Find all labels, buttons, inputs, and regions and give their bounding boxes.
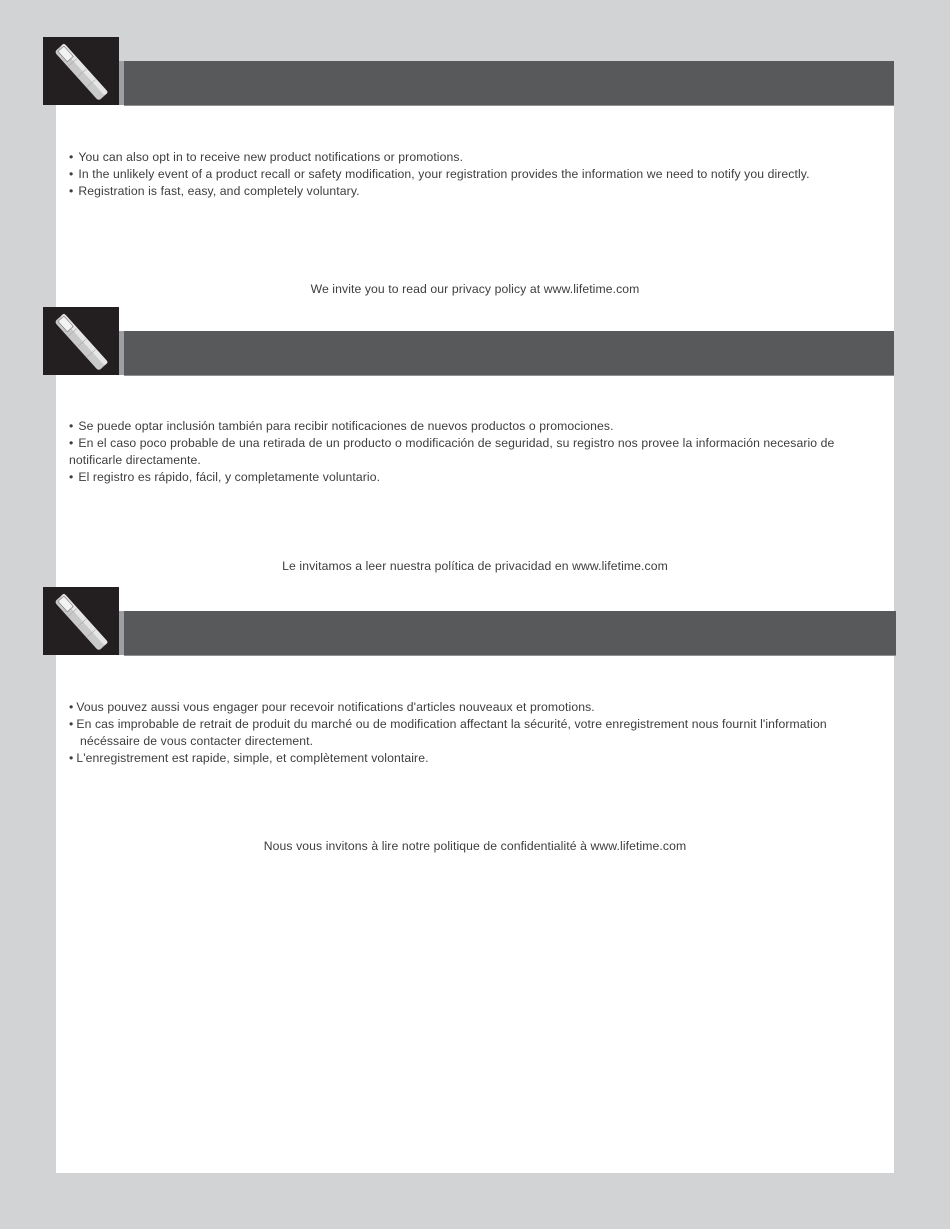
privacy-note: Le invitamos a leer nuestra política de privacidad en www.lifetime.com: [282, 559, 668, 573]
bullet-item: • In the unlikely event of a product recall or safety modification, your registration provides the information we need to notify you directly.: [69, 167, 810, 181]
bullet-item: • You can also opt in to receive new product notifications or promotions.: [69, 150, 464, 164]
section-header-bar: [124, 331, 894, 376]
pen-icon: [43, 587, 119, 655]
bullet-item: • L'enregistrement est rapide, simple, et complètement volontaire.: [69, 751, 429, 765]
bullet-list: [69, 149, 884, 200]
bullet-item: • Registration is fast, easy, and completely voluntary.: [69, 184, 360, 198]
privacy-note: Nous vous invitons à lire notre politique de confidentialité à www.lifetime.com: [263, 839, 687, 853]
bullet-item: • Vous pouvez aussi vous engager pour recevoir notifications d'articles nouveaux et promotions.: [69, 700, 595, 714]
bullet-item: • En el caso poco probable de una retirada de un producto o modificación de seguridad, su registro nos provee la información necesario de notificarle directamente.: [69, 436, 835, 467]
bullet-item: • En cas improbable de retrait de produit du marché ou de modification affectant la sécurité, votre enregistrement nous fournit l'information nécéssaire de vous contacter directement.: [69, 717, 827, 748]
bullet-item: • Se puede optar inclusión también para recibir notificaciones de nuevos productos o promociones.: [69, 419, 614, 433]
bullet-item: • El registro es rápido, fácil, y completamente voluntario.: [69, 470, 381, 484]
bullet-list: [69, 418, 884, 486]
bullet-list: [69, 699, 884, 767]
privacy-note: We invite you to read our privacy policy at www.lifetime.com: [310, 282, 640, 296]
pen-icon: [43, 37, 119, 105]
section-header-bar: [124, 61, 894, 106]
pen-icon: [43, 307, 119, 375]
section-header-bar: [124, 611, 896, 656]
